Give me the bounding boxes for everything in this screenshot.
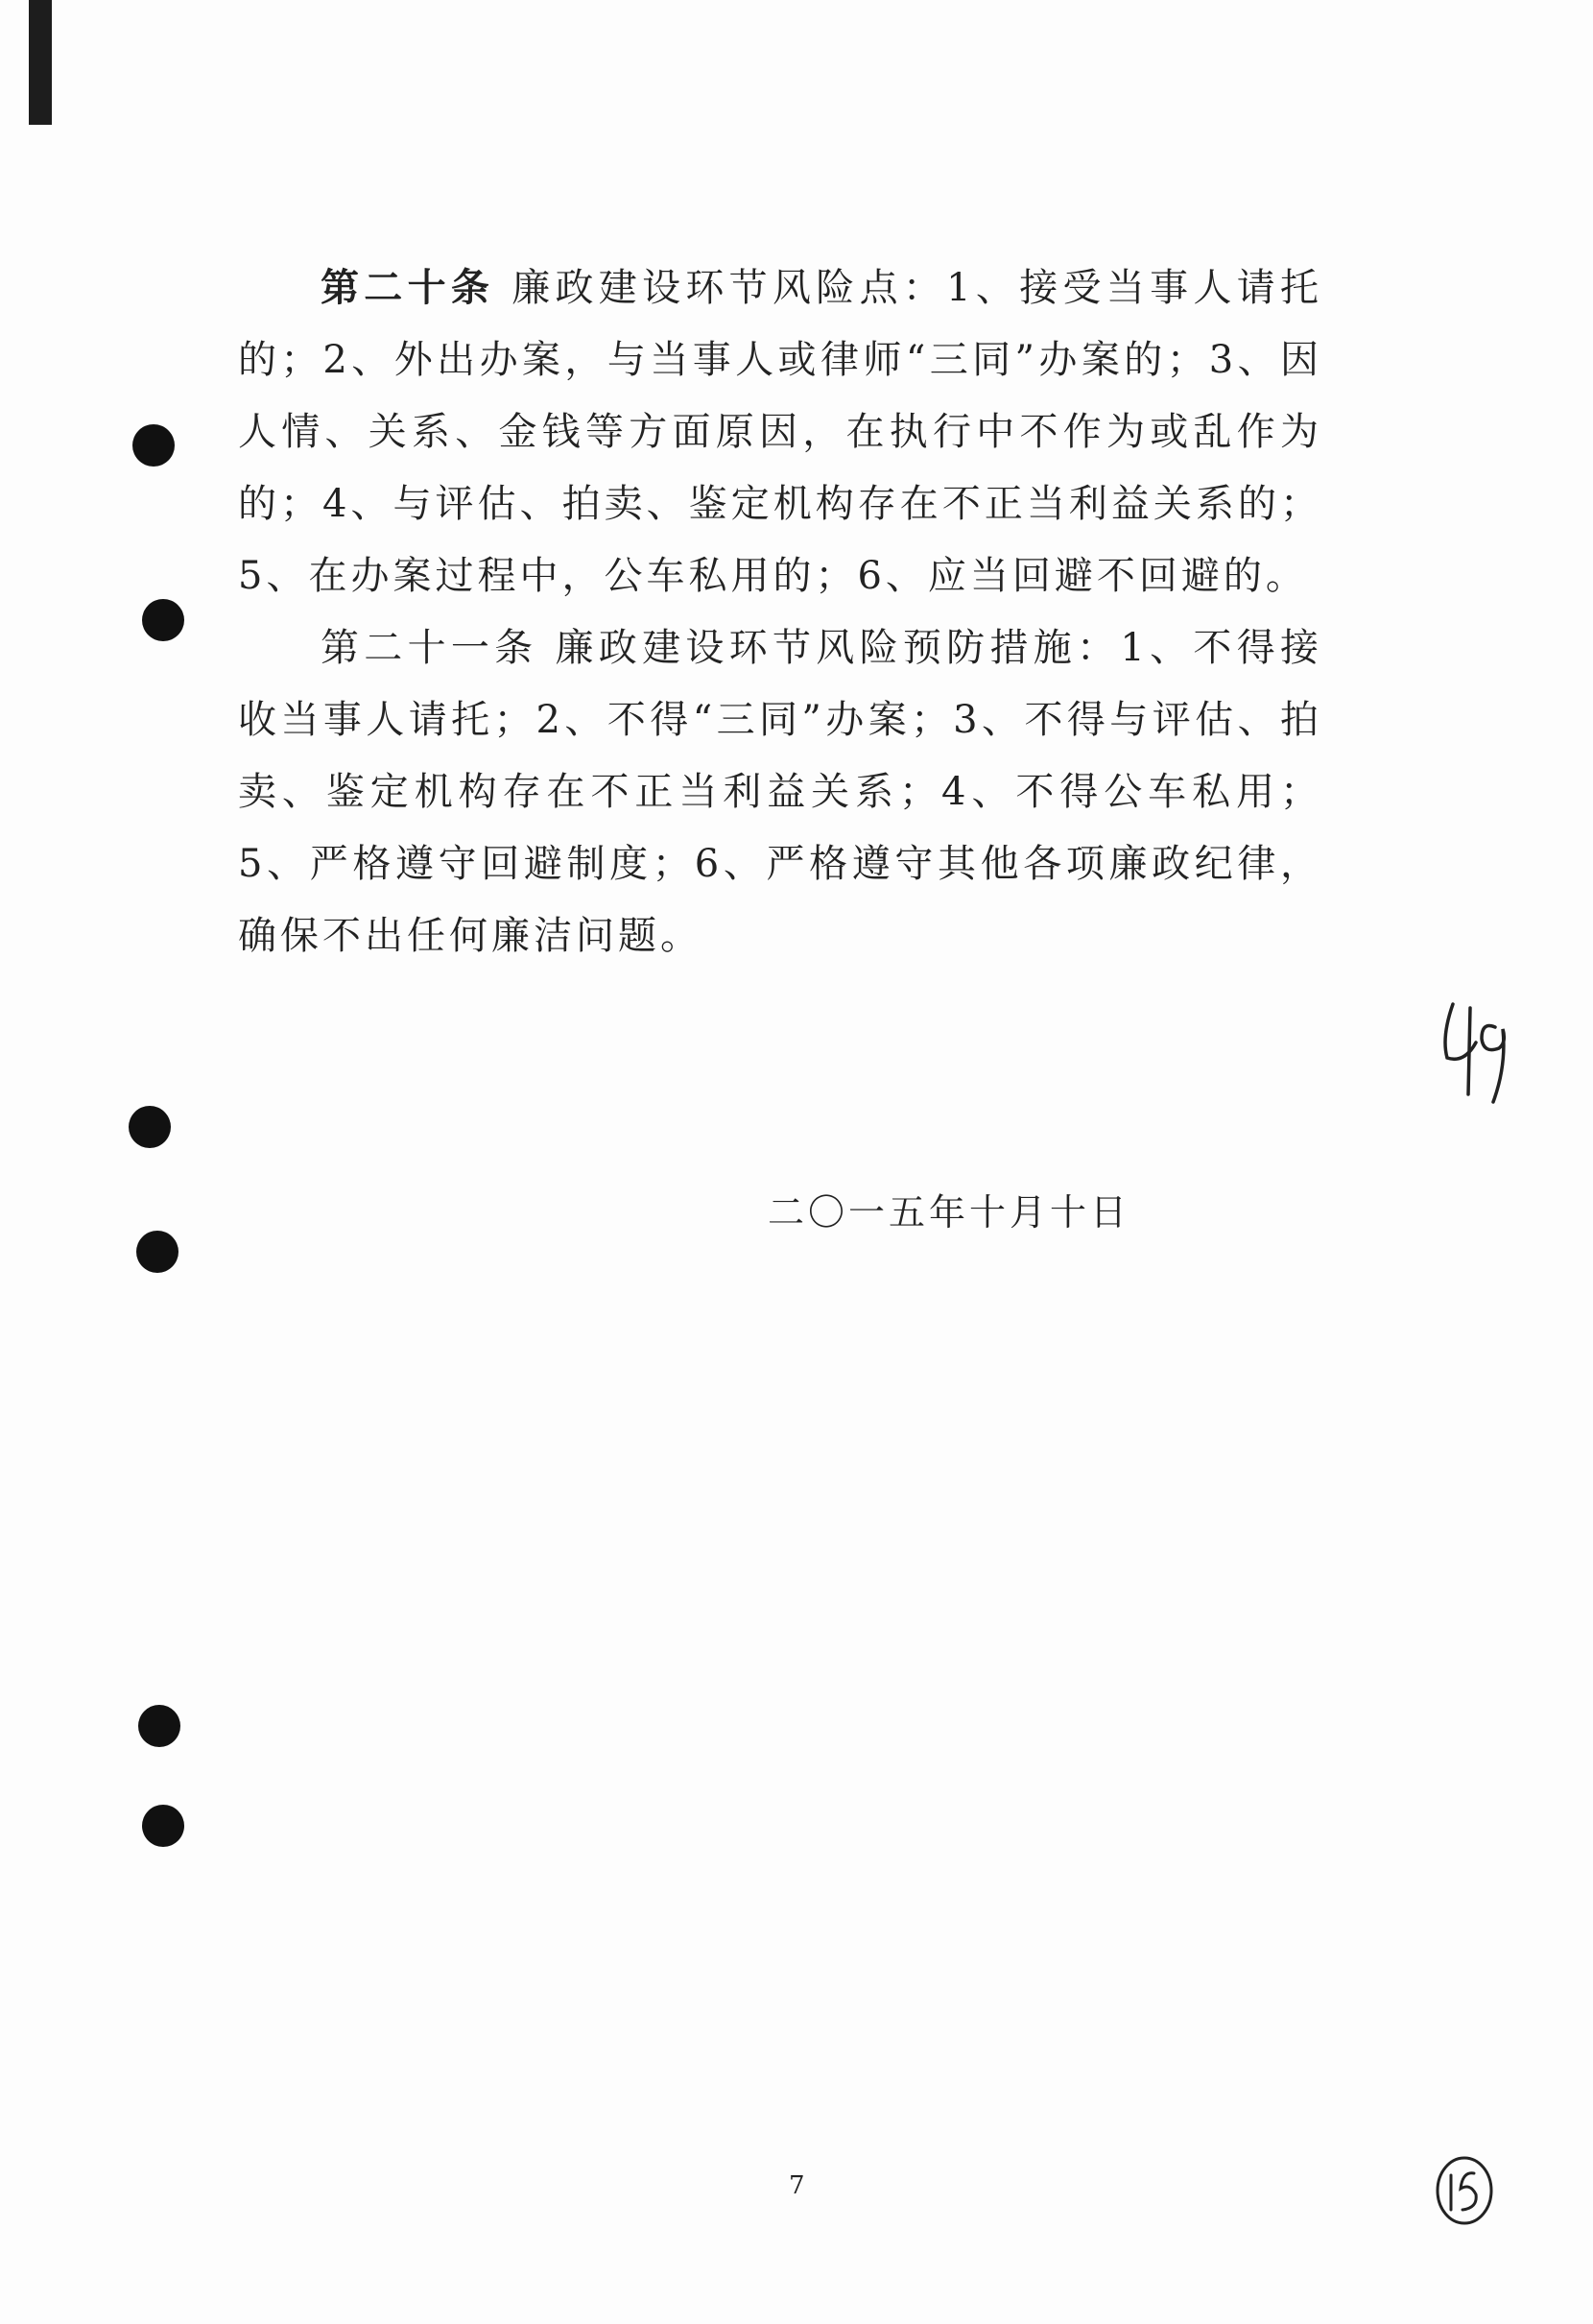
page-number: 7 — [789, 2171, 805, 2200]
handwritten-folio-number — [1436, 989, 1522, 1114]
punch-hole — [138, 1705, 180, 1747]
circled-number-stamp — [1428, 2150, 1505, 2231]
punch-hole — [129, 1106, 171, 1148]
punch-hole — [142, 1805, 184, 1847]
article-20-paragraph — [238, 252, 1322, 612]
document-date: 二〇一五年十月十日 — [768, 1191, 1131, 1234]
article-21-paragraph — [238, 612, 1322, 972]
punch-hole — [142, 599, 184, 641]
article-21-text: 廉政建设环节风险预防措施：1、不得接收当事人请托；2、不得“三同”办案；3、不得与评估、拍卖、鉴定机构存在不正当利益关系；4、不得公车私用；5、严格遵守回避制度；6、严格遵守其他各项廉政纪律，确保不出任何廉洁问题。 — [238, 626, 1322, 958]
punch-hole — [132, 424, 175, 467]
article-20-text: 廉政建设环节风险点：1、接受当事人请托的；2、外出办案，与当事人或律师“三同”办案的；3、因人情、关系、金钱等方面原因，在执行中不作为或乱作为的；4、与评估、拍卖、鉴定机构存在不正当利益关系的；5、在办案过程中，公车私用的；6、应当回避不回避的。 — [238, 266, 1322, 598]
article-20-number: 第二十条 — [321, 265, 495, 310]
article-21-number: 第二十一条 — [321, 626, 538, 670]
punch-hole — [136, 1231, 178, 1273]
scan-edge-artifact — [29, 0, 52, 125]
document-body — [238, 252, 1322, 972]
